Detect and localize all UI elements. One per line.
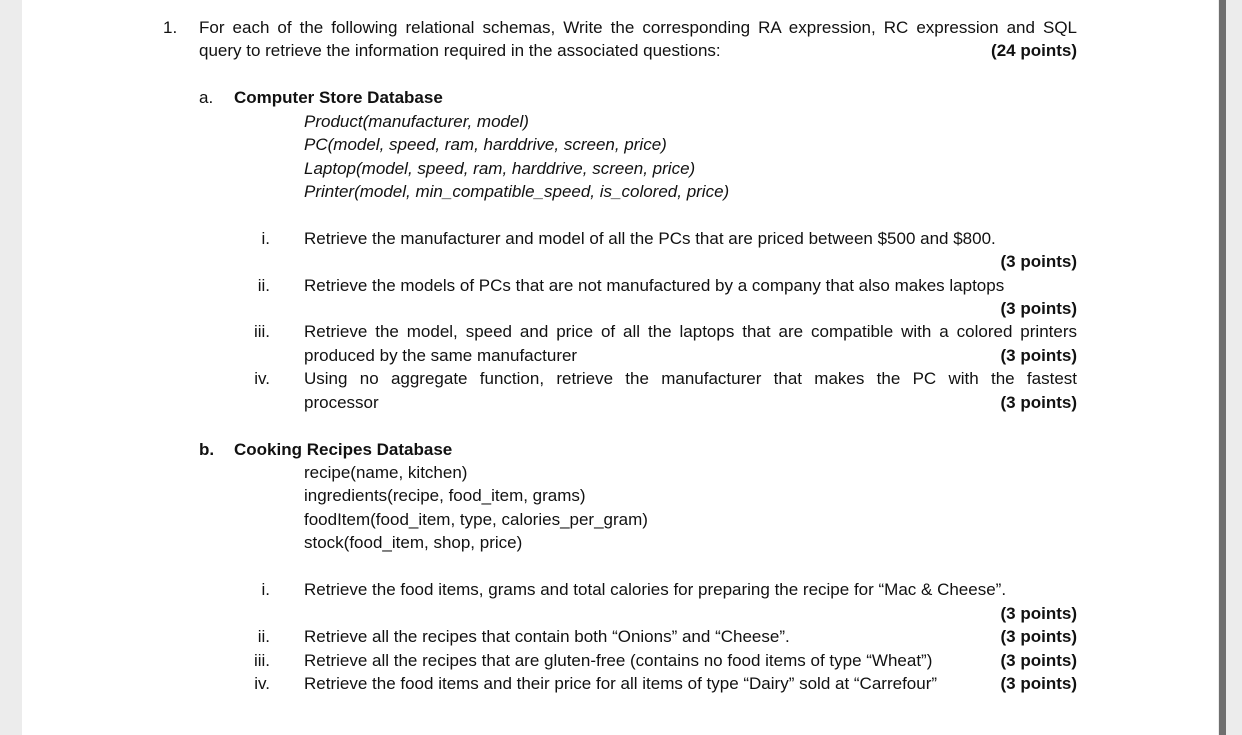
b-item-text: Retrieve all the recipes that contain both “Onions” and “Cheese”. (304, 627, 790, 646)
question-number: 1. (163, 18, 178, 37)
schema-laptop: Laptop(model, speed, ram, harddrive, screen, price) (304, 159, 696, 178)
b-item-points: (3 points) (1000, 627, 1077, 646)
b-item-num: ii. (257, 627, 270, 646)
a-item-text: Retrieve the model, speed and price of all the laptops that are compatible with a colored printers (304, 322, 1077, 341)
b-item-text: Retrieve all the recipes that are gluten-free (contains no food items of type “Wheat”) (304, 651, 933, 670)
a-item-num: i. (261, 229, 270, 248)
schema-ingredients: ingredients(recipe, food_item, grams) (304, 486, 586, 505)
question-intro-line2: query to retrieve the information required in the associated questions: (199, 41, 721, 60)
schema-pc: PC(model, speed, ram, harddrive, screen, price) (304, 135, 667, 154)
a-item-num: ii. (257, 276, 270, 295)
a-item-text: Retrieve the manufacturer and model of all the PCs that are priced between $500 and $800. (304, 229, 996, 248)
a-item-points: (3 points) (1000, 252, 1077, 271)
b-item-points: (3 points) (1000, 651, 1077, 670)
a-item-text: Using no aggregate function, retrieve the manufacturer that makes the PC with the fastest (304, 369, 1077, 388)
a-item-text: Retrieve the models of PCs that are not manufactured by a company that also makes laptops (304, 276, 1005, 295)
b-item-text: Retrieve the food items and their price for all items of type “Dairy” sold at “Carrefour” (304, 674, 938, 693)
part-b-title: Cooking Recipes Database (234, 440, 453, 459)
a-item-points: (3 points) (1000, 346, 1077, 365)
schema-printer: Printer(model, min_compatible_speed, is_colored, price) (304, 182, 730, 201)
part-a-label: a. (199, 88, 214, 107)
schema-recipe: recipe(name, kitchen) (304, 463, 468, 482)
a-item-num: iv. (254, 369, 270, 388)
question-intro-line1: For each of the following relational schemas, Write the corresponding RA expression, RC expression and SQL (199, 18, 1077, 37)
b-item-points: (3 points) (1000, 674, 1077, 693)
b-item-num: i. (261, 580, 270, 599)
a-item-points: (3 points) (1000, 299, 1077, 318)
a-item-num: iii. (253, 322, 270, 341)
b-item-num: iv. (254, 674, 270, 693)
b-item-text: Retrieve the food items, grams and total calories for preparing the recipe for “Mac & Cheese”. (304, 580, 1007, 599)
a-item-points: (3 points) (1000, 393, 1077, 412)
b-item-num: iii. (253, 651, 270, 670)
b-item-points: (3 points) (1000, 604, 1077, 623)
schema-stock: stock(food_item, shop, price) (304, 533, 523, 552)
part-b-label: b. (199, 440, 215, 459)
a-item-text-cont: produced by the same manufacturer (304, 346, 578, 365)
part-a-title: Computer Store Database (234, 88, 443, 107)
schema-fooditem: foodItem(food_item, type, calories_per_gram) (304, 510, 648, 529)
schema-product: Product(manufacturer, model) (304, 112, 529, 131)
scrollbar[interactable] (1219, 0, 1226, 735)
question-points: (24 points) (991, 41, 1077, 60)
a-item-text-cont: processor (304, 393, 379, 412)
